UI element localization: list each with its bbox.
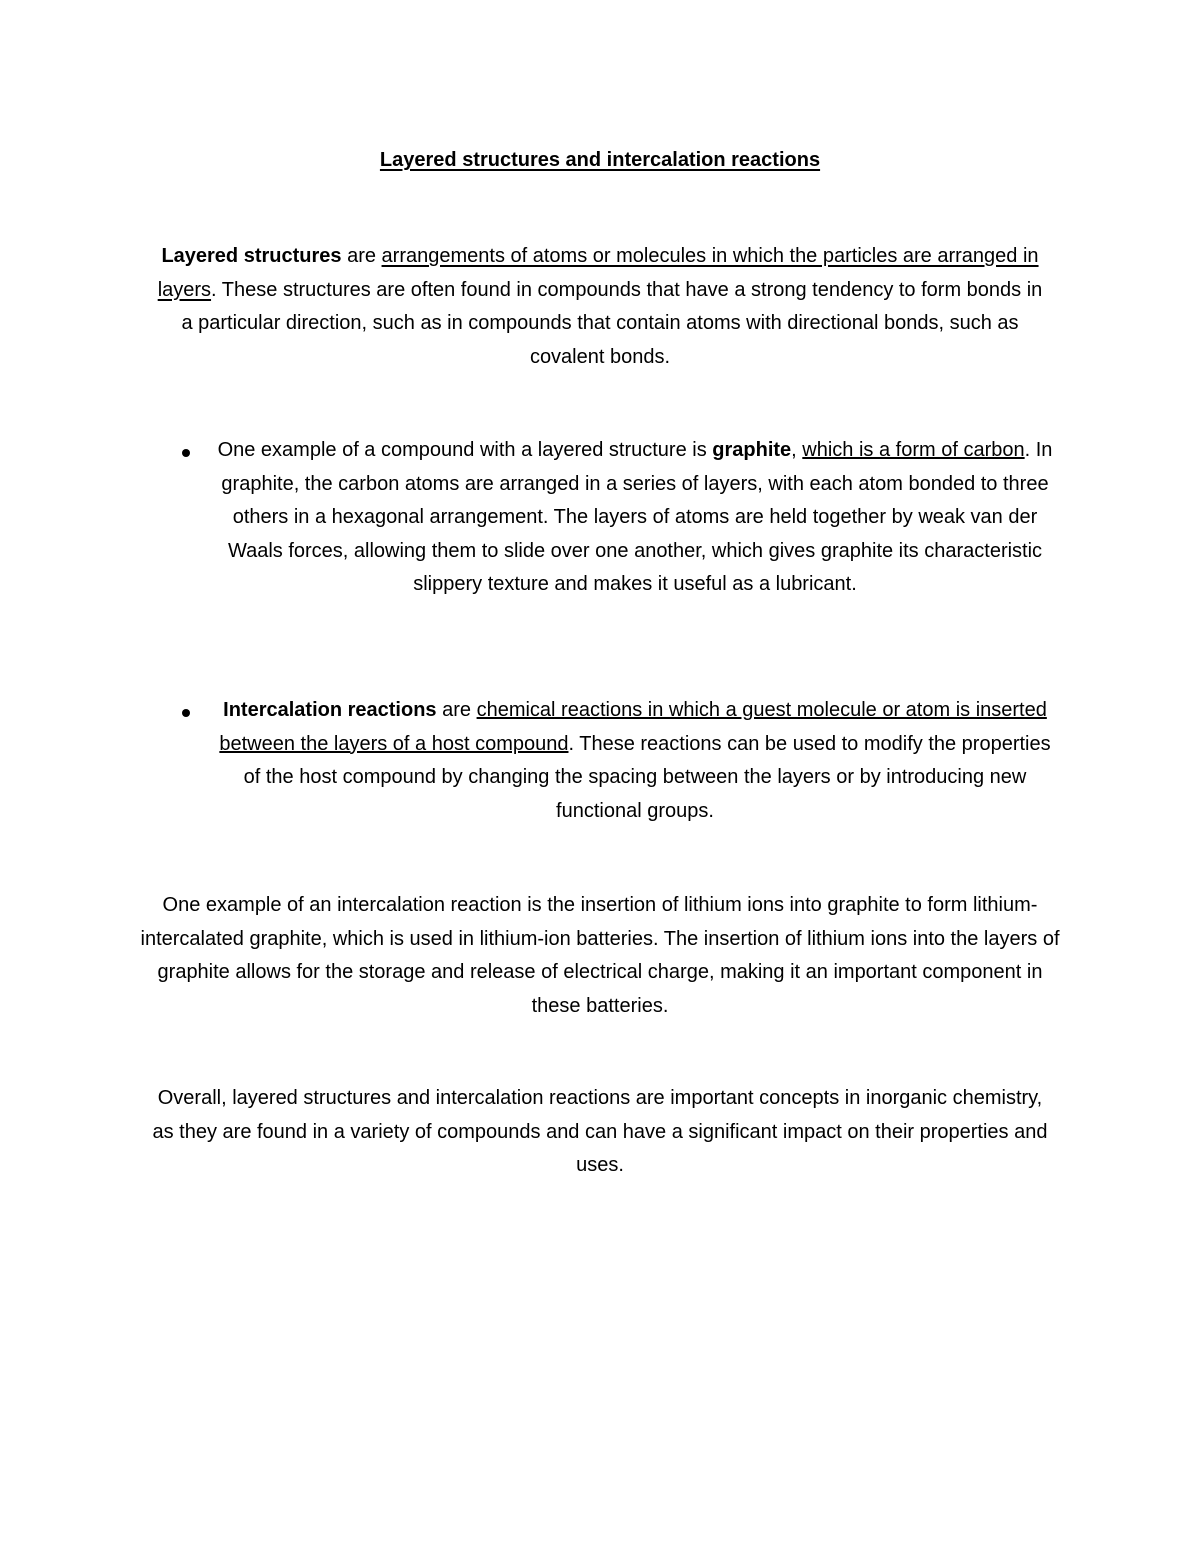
intro-term: Layered structures [161, 245, 342, 267]
bullet-icon [182, 449, 190, 457]
bullet-lead: One example of a compound with a layered structure is [217, 439, 713, 461]
bullet-term: graphite [712, 439, 792, 461]
bullet-rest: . In graphite, the carbon atoms are arranged in a series of layers, with each atom bonded to three others in a hexagonal arrangement. The layers of atoms are held together by weak van der Waals forces, allowing them to slide over one another, which gives graphite its characteristic slippery texture and makes it useful as a lubricant. [221, 439, 1053, 596]
bullet-text [210, 434, 1060, 602]
bullet-definition: which is a form of carbon [802, 439, 1025, 461]
intro-rest: . These structures are often found in compounds that have a strong tendency to form bonds in a particular direction, such as in compounds that contain atoms with directional bonds, such as covalent bonds. [181, 278, 1043, 368]
bullet-text [210, 694, 1060, 828]
bullet-icon [182, 709, 190, 717]
intro-paragraph [150, 240, 1050, 374]
intro-connector: are [341, 245, 382, 267]
intro-definition: arrangements of atoms or molecules in which the particles are arranged in layers [157, 245, 1039, 301]
example-paragraph: One example of an intercalation reaction is the insertion of lithium ions into graphite to form lithium-intercalated graphite, which is used in lithium-ion batteries. The insertion of lithium ions into the layers of graphite allows for the storage and release of electrical charge, making it an important component in these batteries. [140, 894, 1060, 1017]
document-title: Layered structures and intercalation reactions [379, 149, 821, 171]
overall-paragraph: Overall, layered structures and intercalation reactions are important concepts in inorganic chemistry, as they are found in a variety of compounds and can have a significant impact on their properties and uses. [152, 1087, 1048, 1177]
bullet-definition: chemical reactions in which a guest molecule or atom is inserted between the layers of a host compound [219, 699, 1047, 755]
bullet-connector: are [436, 699, 477, 721]
bullet-connector: , [791, 439, 803, 461]
bullet-rest: . These reactions can be used to modify the properties of the host compound by changing the spacing between the layers or by introducing new functional groups. [243, 732, 1051, 822]
bullet-term: Intercalation reactions [223, 699, 437, 721]
